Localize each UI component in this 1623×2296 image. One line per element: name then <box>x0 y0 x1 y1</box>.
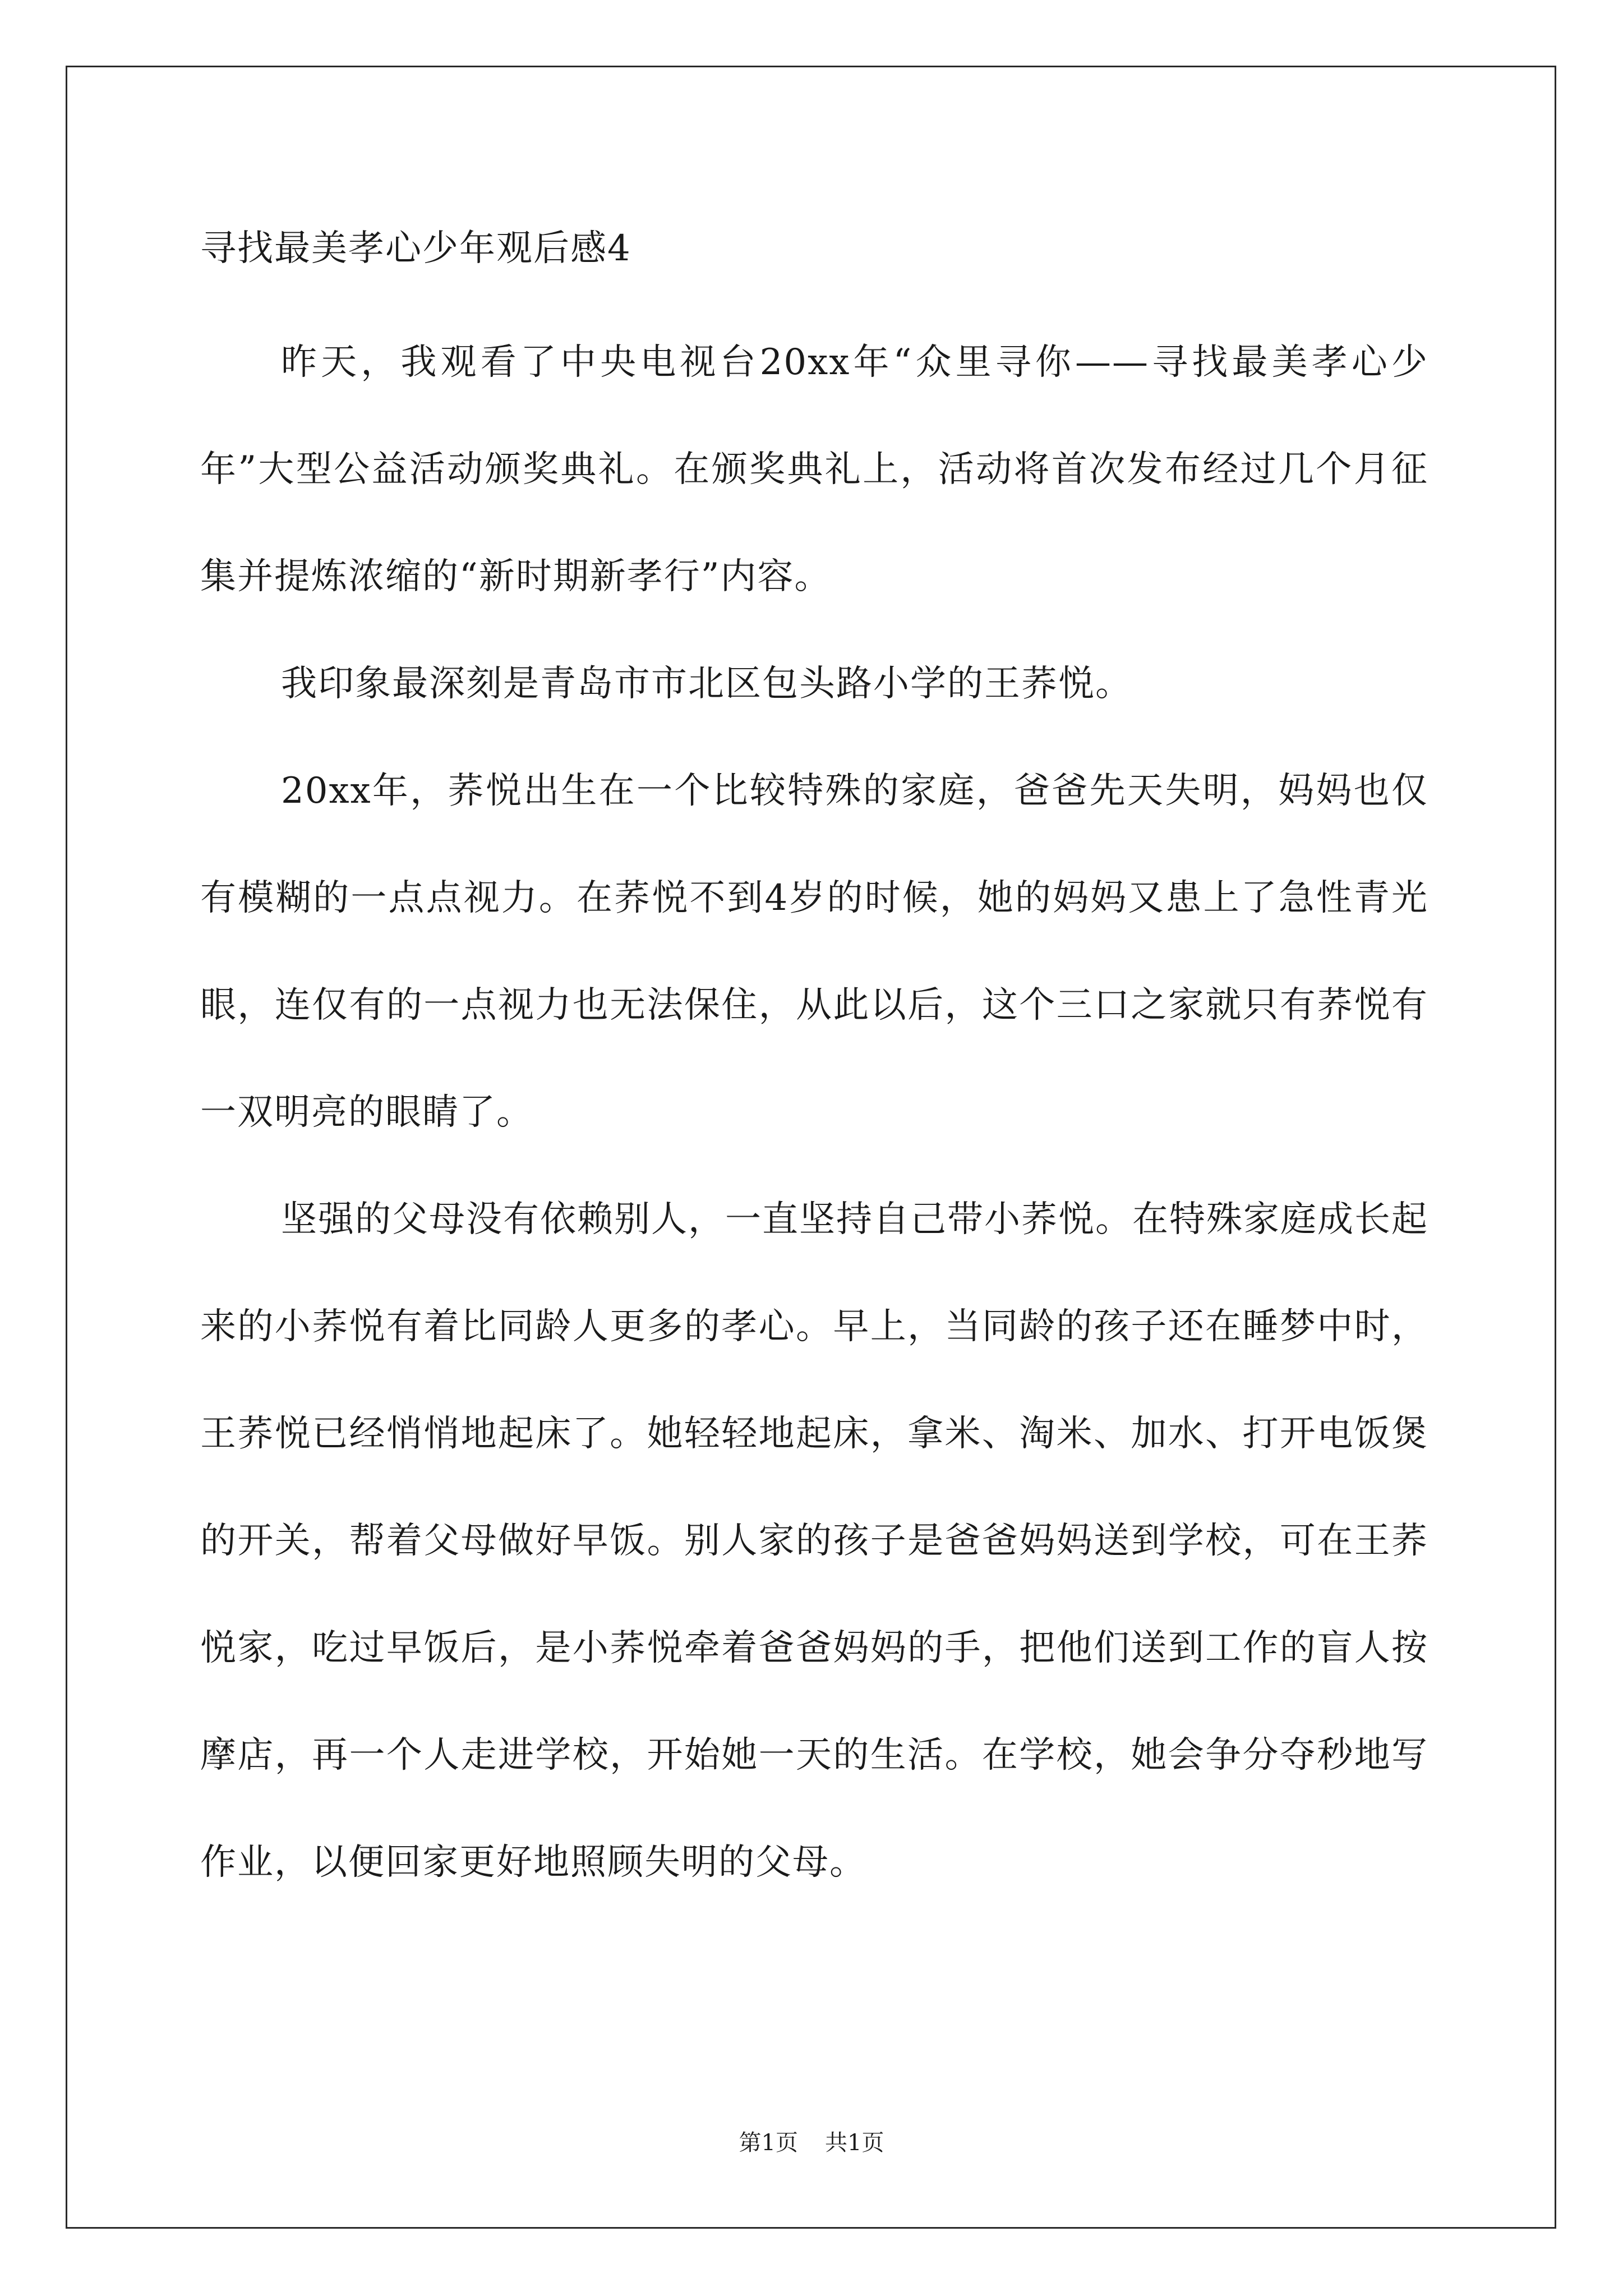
paragraph-2: 我印象最深刻是青岛市市北区包头路小学的王荞悦。 <box>281 663 1132 705</box>
page-number: 第1页 <box>739 2130 798 2156</box>
page-footer <box>0 2125 1623 2157</box>
paragraph-3: 20xx年，荞悦出生在一个比较特殊的家庭，爸爸先天失明，妈妈也仅有模糊的一点点视力。在荞悦不到4岁的时候，她的妈妈又患上了急性青光眼，连仅有的一点视力也无法保住，从此以后，这个三口之家就只有荞悦有一双明亮的眼睛了。 <box>200 770 1428 1133</box>
document-title: 寻找最美孝心少年观后感4 <box>200 228 631 269</box>
paragraph-1: 昨天，我观看了中央电视台20xx年“众里寻你——寻找最美孝心少年”大型公益活动颁奖典礼。在颁奖典礼上，活动将首次发布经过几个月征集并提炼浓缩的“新时期新孝行”内容。 <box>200 342 1428 597</box>
paragraph-4: 坚强的父母没有依赖别人，一直坚持自己带小荞悦。在特殊家庭成长起来的小荞悦有着比同龄人更多的孝心。早上，当同龄的孩子还在睡梦中时，王荞悦已经悄悄地起床了。她轻轻地起床，拿米、淘米、加水、打开电饭煲的开关，帮着父母做好早饭。别人家的孩子是爸爸妈妈送到学校，可在王荞悦家，吃过早饭后，是小荞悦牵着爸爸妈妈的手，把他们送到工作的盲人按摩店，再一个人走进学校，开始她一天的生活。在学校，她会争分夺秒地写作业，以便回家更好地照顾失明的父母。 <box>200 1199 1428 1883</box>
page-total: 共1页 <box>825 2130 884 2156</box>
document-body <box>200 222 1428 1916</box>
